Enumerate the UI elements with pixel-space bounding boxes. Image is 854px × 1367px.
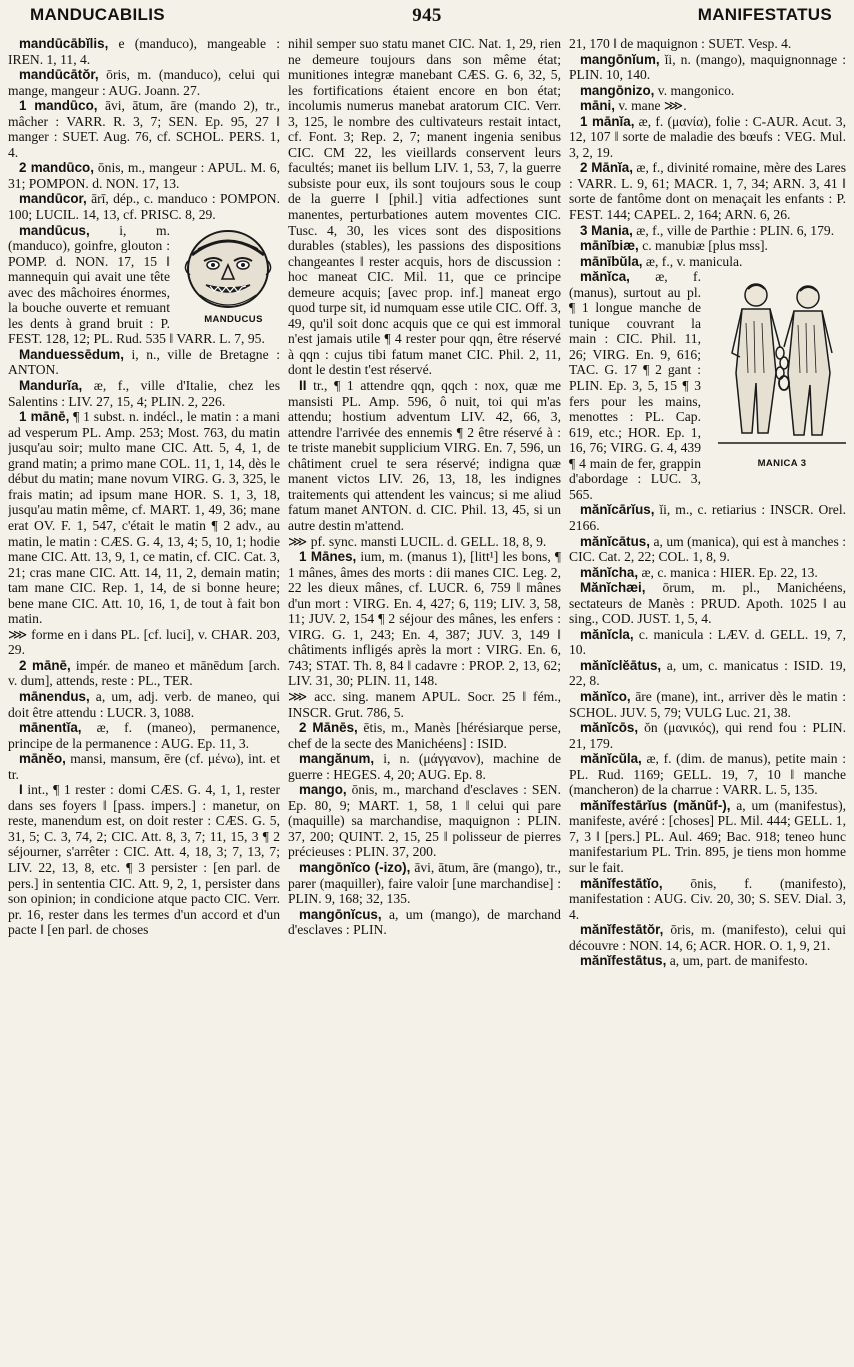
dictionary-entry [8, 191, 280, 222]
manducus-figure [176, 225, 280, 328]
entry-definition: e (manduco), mangeable : IREN. 1, 11, 4. [8, 36, 280, 67]
dictionary-entry [569, 269, 846, 502]
entry-headword: mānendus, [19, 688, 90, 704]
entry-definition: ōris, m. (manduco), celui qui mange, mangeur : AUG. Joann. 27. [8, 67, 280, 98]
dictionary-entry [569, 627, 846, 658]
entry-definition: 21, 170 ‖ de maquignon : SUET. Vesp. 4. [569, 36, 792, 51]
manica-caption: MANICA 3 [757, 457, 807, 469]
entry-definition: v. mangonico. [657, 82, 735, 98]
entry-definition: ētis, m., Manès [hérésiarque perse, chef de la secte des Manichéens] : ISID. [288, 720, 561, 751]
dictionary-entry [8, 347, 280, 378]
entry-definition: æ, f. (μανία), folie : C-AUR. Acut. 3, 12, 107 ‖ sorte de maladie des bœufs : VEG. Mul. 3, 2, 19. [569, 113, 846, 160]
entry-definition: ōnis, m., mangeur : APUL. M. 6, 31; POMPON. d. NON. 17, 13. [8, 160, 280, 191]
dictionary-entry [8, 720, 280, 751]
entry-headword: mănĭcŭla, [580, 751, 642, 767]
header-left-guideword: MANDUCABILIS [30, 5, 165, 24]
entry-headword: II [299, 378, 307, 394]
manica-illustration [718, 273, 846, 451]
entry-definition: æ, f. (maneo), permanence, principe de la permanence : AUG. Ep. 11, 3. [8, 720, 280, 751]
entry-definition: i, n. (μάγγανον), machine de guerre : HEGES. 4, 20; AUG. Ep. 8. [288, 751, 561, 782]
entry-definition: v. mane ⋙. [618, 98, 687, 114]
entry-headword: mandūcus, [19, 222, 90, 238]
dictionary-entry [8, 627, 280, 658]
entry-definition: ōnis, m., marchand d'esclaves : SEN. Ep. 80, 9; MART. 1, 58, 1 ‖ celui qui pare (maquille) sa marchandise, maquignon : PLIN. 37, 200; QUINT. 2, 15, 25 ‖ polisseur de pierres précieuses : PLIN. 37, 200. [288, 782, 561, 860]
entry-headword: Manduessēdum, [19, 346, 124, 362]
page-number: 945 [412, 5, 442, 26]
entry-definition: int., ¶ 1 rester : domi CÆS. G. 4, 1, 1, rester dans ses foyers ‖ [pass. impers.] : manetur, on reste, manendum est, on doit rester : CÆS. G. 5, 31, 5; C. 3, 74, 2; CIC. Att. 8, 3, 7; 11, 15, 3 ¶ 2 séjourner, s'arrêter : CIC. Att. 4, 18, 3; 7, 13, 7; LIV. 22, 13, 8, etc. ¶ 3 persister : [en parl. de pers.] in sententia CIC. Att. 9, 2, 1, persister dans son opinion; in condicione atque pacto CIC. Verr. pr. 16, rester dans les termes d'un accord et d'un pacte ‖ [en parl. de choses [8, 782, 280, 938]
entry-definition: mansi, mansum, ēre (cf. μένω), int. et tr. [8, 751, 280, 782]
dictionary-entry [288, 689, 561, 720]
entry-definition: impér. de maneo et mānēdum [arch. v. dum], attends, reste : PL., TER. [8, 657, 280, 689]
manica-figure [707, 273, 846, 471]
entry-headword: 1 mānē, [19, 409, 70, 425]
entry-headword: mandūcor, [19, 191, 87, 207]
entry-definition: āvi, ātum, āre (mango), tr., parer (maquiller), faire valoir [une marchandise] : PLIN. 9, 168; 32, 135. [288, 859, 561, 907]
column-3 [569, 36, 846, 1362]
entry-definition: a, um, c. manicatus : ISID. 19, 22, 8. [569, 657, 846, 689]
dictionary-entry [288, 907, 561, 938]
entry-headword: māni, [580, 98, 615, 114]
entry-definition: ārī, dép., c. manduco : POMPON. 100; LUCIL. 14, 13, cf. PRISC. 8, 29. [8, 191, 280, 223]
entry-definition: ōrum, m. pl., Manichéens, sectateurs de Manès : PRUD. Apoth. 1025 ‖ au sing., COD. JUST. 1, 5, 4. [569, 580, 846, 627]
entry-headword: mangănum, [299, 751, 375, 767]
entry-definition: æ, f., ville de Parthie : PLIN. 6, 179. [636, 222, 835, 238]
entry-headword: mangōnĭum, [580, 51, 660, 67]
entry-headword: I [19, 782, 23, 798]
header-right-guideword: MANIFESTATUS [697, 5, 832, 24]
column-1 [8, 36, 280, 1362]
dictionary-entry [8, 36, 280, 67]
dictionary-entry [569, 534, 846, 565]
dictionary-entry [8, 689, 280, 720]
dictionary-entry [288, 751, 561, 782]
dictionary-entry [569, 580, 846, 627]
entry-headword: mănĭfestātŏr, [580, 922, 664, 938]
dictionary-entry [569, 689, 846, 720]
entry-headword: mango, [299, 782, 347, 798]
entry-definition: i, n., ville de Bretagne : ANTON. [8, 346, 280, 378]
dictionary-entry [569, 36, 846, 52]
dictionary-entry [569, 98, 846, 114]
entry-headword: 2 Mānēs, [299, 720, 358, 736]
entry-definition: c. manubiæ [plus mss]. [642, 238, 768, 254]
dictionary-entry [569, 502, 846, 533]
dictionary-entry [8, 67, 280, 98]
entry-definition: ŏn (μανικός), qui rend fou : PLIN. 21, 179. [569, 720, 846, 751]
entry-headword: 2 mandūco, [19, 160, 94, 176]
entry-definition: a, um, adj. verb. de maneo, qui doit être attendu : LUCR. 3, 1088. [8, 688, 280, 720]
entry-headword: Mănĭchæi, [580, 580, 646, 596]
dictionary-entry [569, 238, 846, 254]
entry-definition: æ, f., v. manicula. [645, 253, 743, 269]
entry-headword: mănĭcha, [580, 564, 639, 580]
entry-definition: a, um (mango), de marchand d'esclaves : PLIN. [288, 906, 561, 938]
dictionary-entry [569, 254, 846, 270]
dictionary-entry [569, 223, 846, 239]
entry-headword: mandūcātŏr, [19, 67, 99, 83]
entry-headword: 2 mānē, [19, 657, 71, 673]
entry-headword: mānĕo, [19, 751, 66, 767]
dictionary-entry [8, 658, 280, 689]
dictionary-entry [8, 98, 280, 160]
dictionary-entry [288, 720, 561, 751]
dictionary-entry [569, 720, 846, 751]
dictionary-entry [569, 751, 846, 798]
entry-headword: mangōnĭcus, [299, 906, 382, 922]
dictionary-entry [8, 409, 280, 627]
entry-headword: mānentĭa, [19, 720, 82, 736]
dictionary-entry [569, 52, 846, 83]
entry-definition: æ, f. (dim. de manus), petite main : PL. Rud. 1169; GELL. 19, 7, 10 ‖ manche (mancheron) de la charrue : VARR. L. 5, 135. [569, 751, 846, 798]
dictionary-entry [569, 876, 846, 923]
entry-headword: mangōnĭco (-izo), [299, 859, 411, 875]
dictionary-entry [8, 751, 280, 782]
entry-definition: ⋙ acc. sing. manem APUL. Socr. 25 ‖ fém., INSCR. Grut. 786, 5. [288, 688, 561, 720]
entry-headword: mănĭfestātus, [580, 953, 667, 969]
entry-definition: tr., ¶ 1 attendre qqn, qqch : nox, quæ me mansisti PL. Amp. 596, ô nuit, toi qui m'as attendu; hostium adventum LIV. 42, 66, 3, attendre l'arrivée des ennemis ¶ 2 être réservé à : te triste manebit supplicium VIRG. En. 7, 596, un châtiment cruel te sera réservé; indigna quæ manent victos LIV. 26, 13, 18, les indignes traitements qui attendent les vaincus; si me aliud fatum manet ANTON. d. CIC. Phil. 13, 45, si un autre destin m'attend. [288, 378, 561, 533]
entry-headword: Mandurĭa, [19, 378, 83, 394]
entry-headword: 1 mandūco, [19, 98, 98, 114]
entry-headword: mănĭco, [580, 688, 631, 704]
entry-headword: mānĭbiæ, [580, 238, 639, 254]
entry-definition: a, um (manica), qui est à manches : CIC. Cat. 2, 22; COL. 1, 8, 9. [569, 533, 846, 565]
dictionary-entry [8, 160, 280, 191]
entry-definition: a, um, part. de manifesto. [669, 953, 808, 969]
entry-definition: ⋙ pf. sync. mansti LUCIL. d. GELL. 18, 8, 9. [288, 533, 547, 549]
page-header [0, 0, 854, 32]
entry-headword: mănĭclĕātus, [580, 657, 662, 673]
dictionary-entry [569, 160, 846, 222]
entry-definition: æ, f. (manus), surtout au pl. ¶ 1 longue manche de tunique couvrant la main : CIC. Phil. 11, 26; VIRG. En. 9, 616; TAC. G. 17 ¶ 2 gant : PLIN. Ep. 3, 5, 15 ¶ 3 fers pour les mains, menottes : PL. Cap. 619, etc.; HOR. Ep. 1, 16, 76; VIRG. G. 4, 439 ¶ 4 main de fer, grappin d'abordage : LUC. 3, 565. [569, 269, 701, 502]
entry-headword: mănĭfestātĭo, [580, 875, 663, 891]
entry-headword: 1 Mānes, [299, 549, 357, 565]
dictionary-entry [288, 549, 561, 689]
dictionary-entry [569, 798, 846, 876]
dictionary-entry [569, 565, 846, 581]
dictionary-entry [8, 223, 280, 347]
entry-headword: mănĭcōs, [580, 720, 639, 736]
entry-definition: ĭi, n. (mango), maquignonnage : PLIN. 10, 140. [569, 51, 846, 83]
dictionary-entry [288, 378, 561, 533]
entry-definition: ōris, m. (manifesto), celui qui découvre : NON. 14, 6; ACR. HOR. O. 1, 9, 21. [569, 922, 846, 953]
entry-headword: mangōnizo, [580, 82, 655, 98]
entry-headword: mānībŭla, [580, 253, 643, 269]
dictionary-entry [288, 534, 561, 550]
entry-headword: mănĭfestārĭus (mănŭf-), [580, 797, 731, 813]
entry-definition: ium, m. (manus 1), [litt¹] les bons, ¶ 1 mânes, âmes des morts : dii manes CIC. Leg. 2, 22 les dieux mânes, cf. LUCR. 6, 759 ‖ mânes d'un mort : VIRG. En. 4, 427; 6, 119; LIV. 3, 58, 11; JUV. 2, 154 ¶ 2 séjour des mânes, les enfers : VIRG. G. 1, 243; En. 4, 387; JUV. 3, 149 ‖ châtiments infligés après la mort : VIRG. En. 6, 743; STAT. Th. 8, 84 ‖ cadavre : PROP. 2, 13, 62; LIV. 31, 30; PLIN. 11, 148. [288, 549, 561, 689]
entry-headword: 3 Mania, [580, 222, 633, 238]
manducus-caption: MANDUCUS [204, 313, 263, 325]
dictionary-entry [288, 782, 561, 860]
entry-definition: a, um (manifestus), manifeste, avéré : [choses] PL. Mil. 444; GELL. 1, 7, 3 ‖ [pers.] PL. Aul. 469; Bac. 918; teneo hunc manifestarium PL. Trin. 895, je tiens mon homme sur le fait. [569, 797, 846, 875]
entry-definition: c. manicula : LÆV. d. GELL. 19, 7, 10. [569, 626, 846, 658]
dictionary-entry [569, 114, 846, 161]
entry-headword: mănĭcātus, [580, 533, 650, 549]
entry-definition: āre (mane), int., arriver dès le matin : SCHOL. JUV. 5, 79; VULG Luc. 21, 38. [569, 688, 846, 720]
entry-definition: æ, c. manica : HIER. Ep. 22, 13. [641, 564, 818, 580]
entry-headword: mandūcābĭlis, [19, 36, 109, 51]
manducus-mask-illustration [176, 225, 280, 311]
dictionary-entry [569, 922, 846, 953]
dictionary-entry [288, 36, 561, 378]
entry-definition: æ, f., ville d'Italie, chez les Salentins : LIV. 27, 15, 4; PLIN. 2, 226. [8, 378, 280, 409]
entry-headword: 2 Mānĭa, [580, 160, 633, 176]
entry-headword: mănĭcla, [580, 626, 634, 642]
dictionary-entry [569, 83, 846, 99]
entry-definition: ĭi, m., c. retiarius : INSCR. Orel. 2166. [569, 502, 846, 533]
dictionary-entry [569, 658, 846, 689]
entry-headword: 1 mānĭa, [580, 113, 635, 129]
column-2 [288, 36, 561, 1362]
entry-definition: ōnis, f. (manifesto), manifestation : AUG. Civ. 20, 30; S. SEV. Dial. 3, 4. [569, 875, 846, 922]
entry-headword: mănĭca, [580, 269, 630, 285]
entry-definition: æ, f., divinité romaine, mère des Lares : VARR. L. 9, 61; MACR. 1, 7, 34; ARN. 3, 41 ‖ sorte de fantôme dont on menaçait les enfants : P. FEST. 144; CAPEL. 2, 164; ARN. 6, 26. [569, 160, 846, 223]
entry-definition: i, m. (manduco), goinfre, glouton : POMP. d. NON. 17, 15 ‖ mannequin qui avait une tête avec des mâchoires énormes, la bouche ouverte et remuant les dents à grand bruit : P. FEST. 128, 12; PL. Rud. 535 ‖ VARR. L. 7, 95. [8, 222, 265, 347]
entry-headword: mănĭcārĭus, [580, 502, 655, 518]
dictionary-entry [8, 782, 280, 937]
dictionary-entry [569, 953, 846, 969]
entry-definition: ⋙ forme en i dans PL. [cf. luci], v. CHAR. 203, 29. [8, 626, 280, 658]
entry-definition: ¶ 1 subst. n. indécl., le matin : a mani ad vesperum PL. Amp. 253; Most. 763, du matin jusqu'au soir; multo mane CIC. Att. 5, 4, 1, de grand matin; a primo mane COL. 11, 1, 14, dès le début du matin; mane novum VIRG. G. 3, 325, le frais matin; ad ipsum mane HOR. S. 1, 3, 18, jusqu'au matin même, cf. MART. 1, 49, 36; mane erat OV. F. 1, 547, c'était le matin ¶ 2 adv., au matin, le matin : CÆS. G. 4, 13, 4; 5, 10, 1; hodie mane CIC. Att. 13, 9, 1, ce matin, cf. CIC. Cat. 3, 21; cras mane CIC. Att. 14, 11, 2, demain matin; tam mane CIC. Rep. 1, 14, de si bonne heure; bene mane CIC. Att. 10, 16, 1, de tout à fait bon matin. [8, 409, 280, 627]
entry-definition: nihil semper suo statu manet CIC. Nat. 1, 29, rien ne demeure toujours dans son même état; munitiones integræ manebant CÆS. G. 6, 32, 5, les fortifications étaient encore en bon état; incolumis numerus manebat aratorum CIC. Verr. 3, 125, le nombre des cultivateurs restait intact, cf. Font. 3; Rep. 2, 7; manent ingenia senibus CIC. CM 22, les vieillards conservent leurs facultés; manet iis bellum LIV. 1, 53, 7, la guerre subsiste pour eux, ils sont toujours sous le coup de la guerre ‖ [phil.] vitia adfectiones sunt manentes, perturbationes autem moventes CIC. Tusc. 4, 30, les vices sont des dispositions durables (stables), les passions des dispositions changeantes ‖ rester acquis, hors de discussion : hoc maneat CIC. Mil. 11, que ce principe demeure acquis; [avec prop. inf.] maneat ergo quod turpe sit, id numquam esse utile CIC. Off. 3, 49, qu'il soit donc acquis que ce qui est immoral n'est jamais utile ¶ 4 rester pour qqn, être réservé à qqn : cujus tibi fatum manet CIC. Phil. 2, 11, dont le destin t'est réservé. [288, 36, 561, 378]
dictionary-entry [288, 860, 561, 907]
entry-definition: āvi, ātum, āre (mando 2), tr., mâcher : VARR. R. 3, 7; SEN. Ep. 95, 27 ‖ manger : SUET. Aug. 76, cf. SCHOL. PERS. 1, 4. [8, 98, 280, 160]
dictionary-entry [8, 378, 280, 409]
